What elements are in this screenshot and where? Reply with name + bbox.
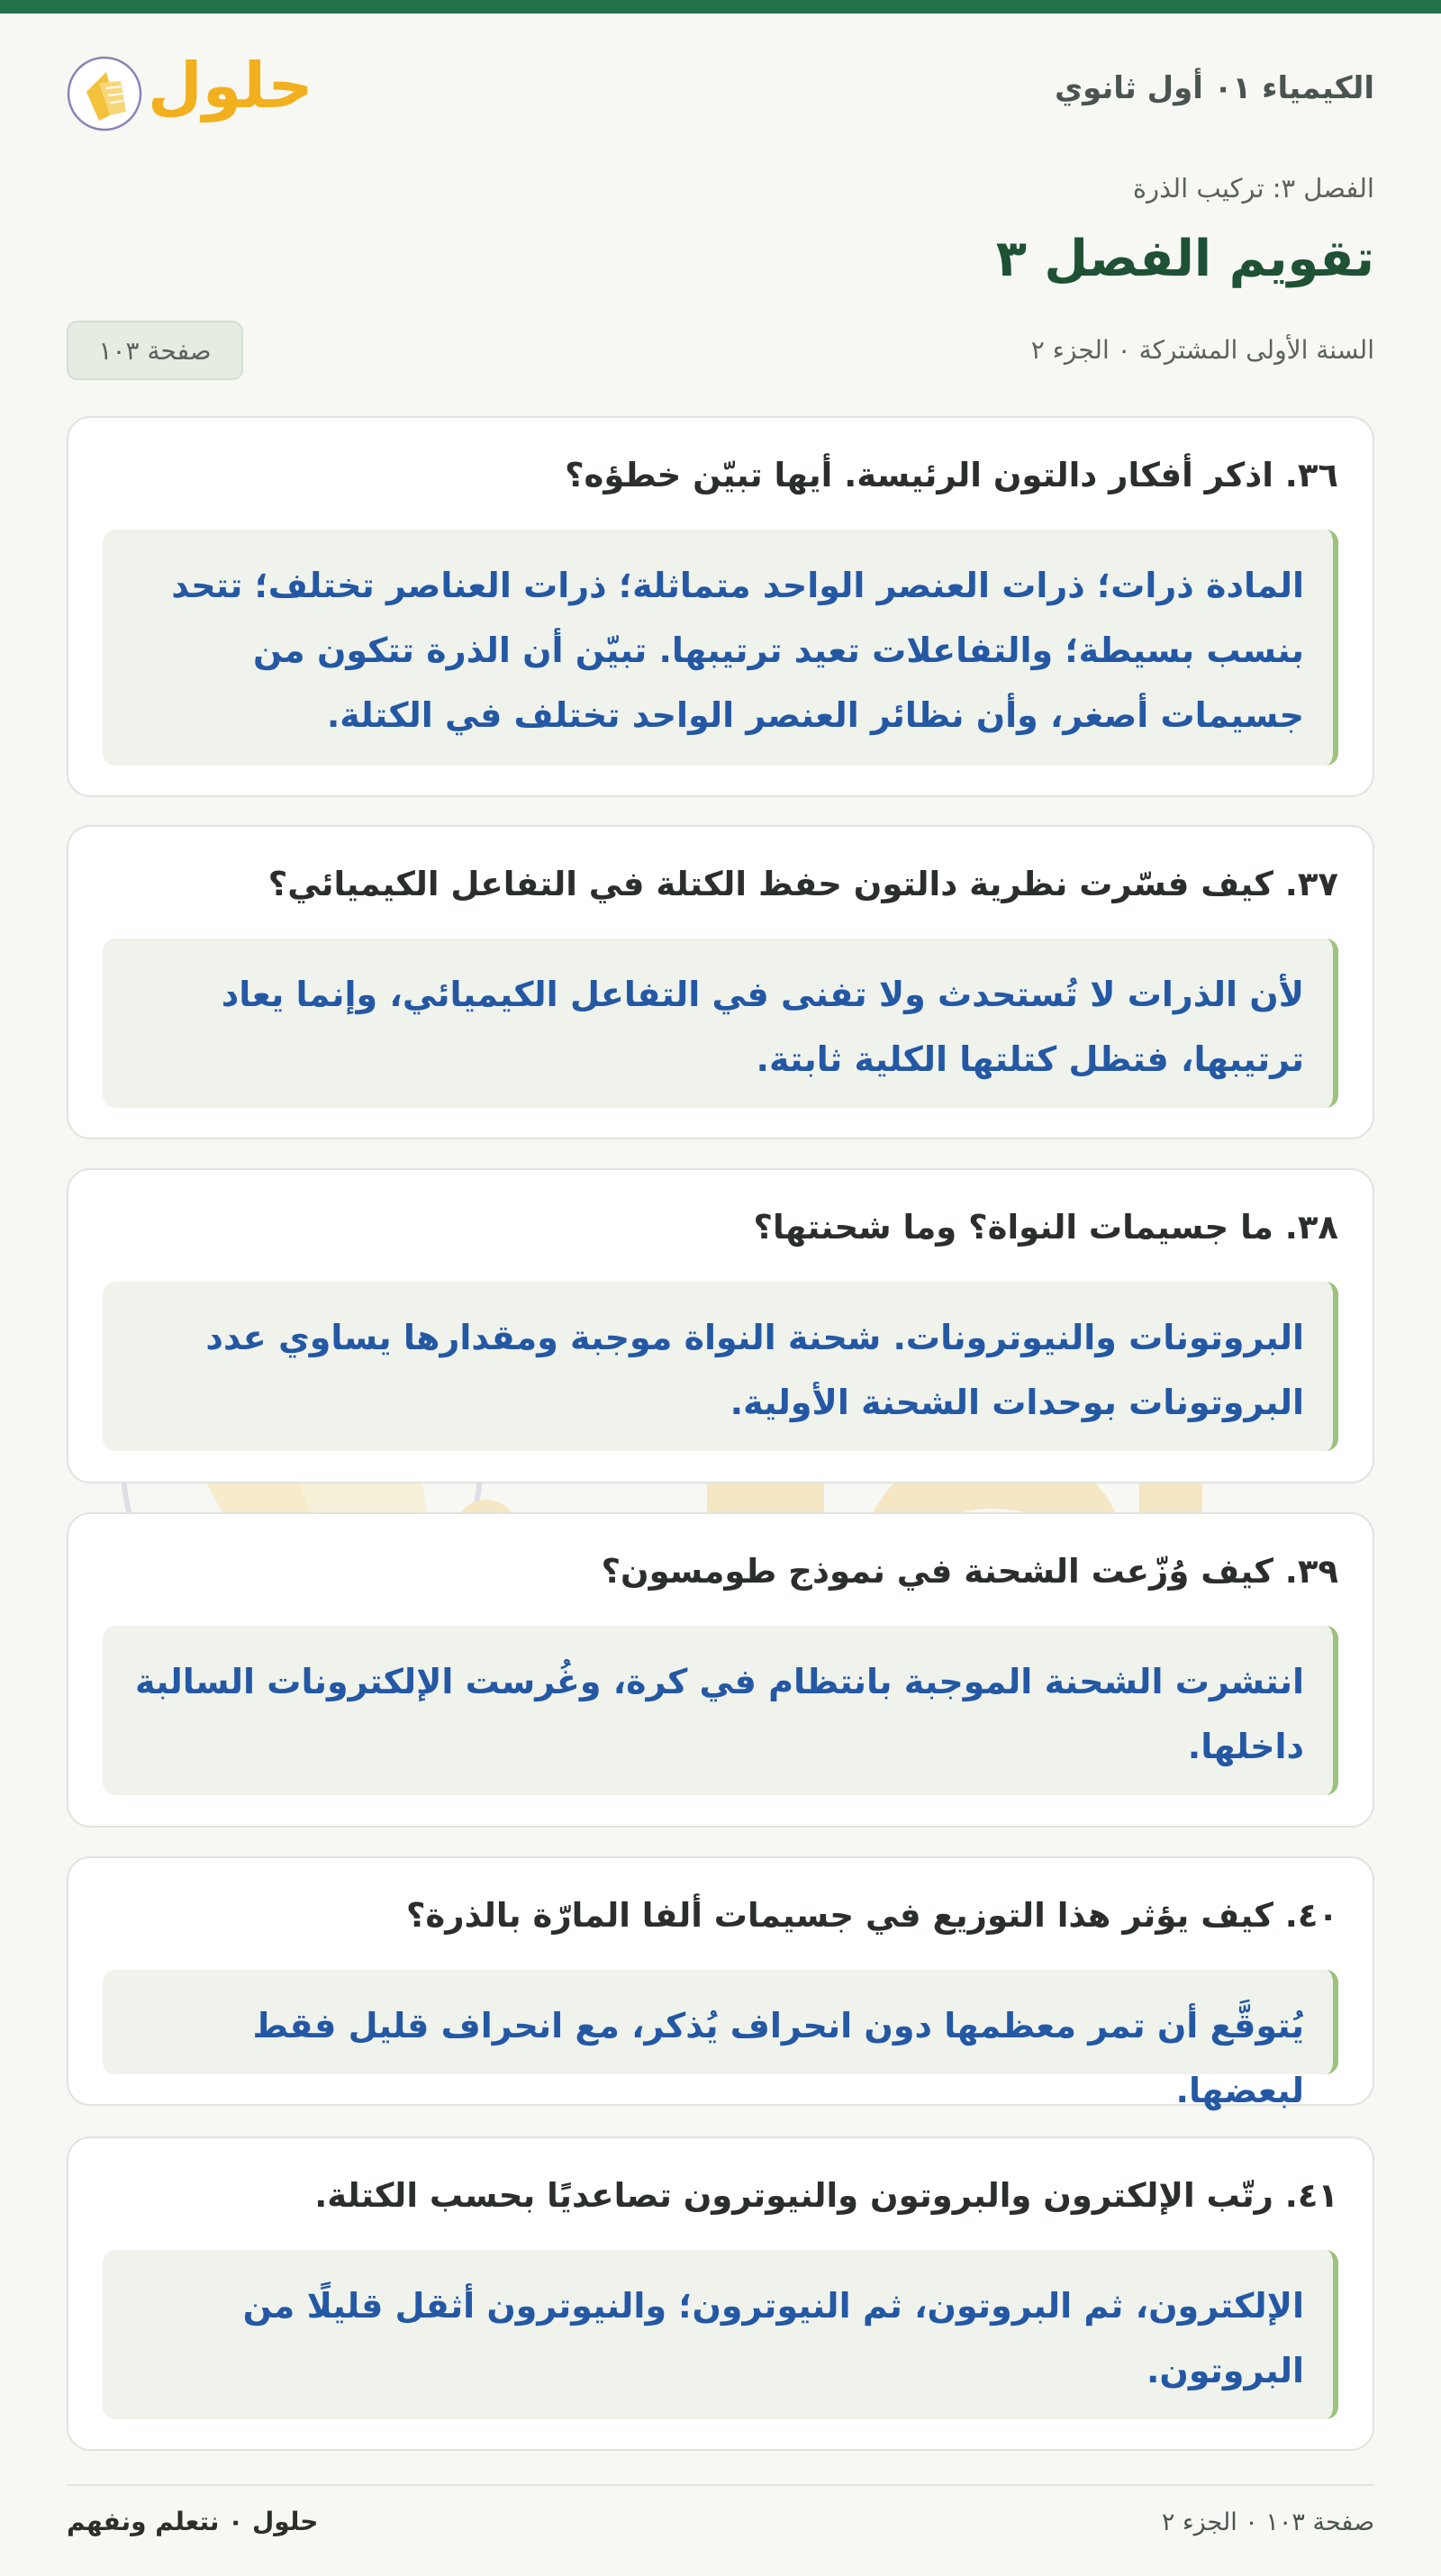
question-text: ٤١. رتّب الإلكترون والبروتون والنيوترون تصاعديًا بحسب الكتلة.: [314, 2176, 1338, 2215]
question-card: [67, 416, 1374, 797]
site-logo[interactable]: [67, 45, 313, 144]
answer-box: الإلكترون، ثم البروتون، ثم النيوترون؛ والنيوترون أثقل قليلًا من البروتون.: [103, 2250, 1338, 2419]
subject-title: الكيمياء ٠١ أول ثانوي: [1055, 70, 1374, 106]
question-text: ٤٠. كيف يؤثر هذا التوزيع في جسيمات ألفا المارّة بالذرة؟: [405, 1896, 1338, 1935]
answer-box: يُتوقَّع أن تمر معظمها دون انحراف يُذكر، مع انحراف قليل فقط لبعضها.: [103, 1970, 1338, 2074]
footer-page-info: صفحة ١٠٣ ٠ الجزء ٢: [1161, 2508, 1374, 2536]
logo-wordmark: حلول: [148, 49, 313, 122]
chapter-label: الفصل ٣: تركيب الذرة: [1132, 173, 1374, 204]
book-logo-icon: [67, 56, 148, 137]
question-card: [67, 1512, 1374, 1828]
question-card: [67, 1856, 1374, 2110]
question-text: ٣٨. ما جسيمات النواة؟ وما شحنتها؟: [753, 1208, 1338, 1247]
footer-brand[interactable]: حلول ٠ نتعلم ونفهم: [67, 2507, 319, 2536]
answer-box: البروتونات والنيوترونات. شحنة النواة موجبة ومقدارها يساوي عدد البروتونات بوحدات الشحنة الأولية.: [103, 1282, 1338, 1451]
question-card: [67, 825, 1374, 1139]
page-title: تقويم الفصل ٣: [995, 230, 1374, 288]
question-text: ٣٩. كيف وُزّعت الشحنة في نموذج طومسون؟: [601, 1552, 1338, 1591]
page-header: [67, 45, 1374, 153]
answer-box: انتشرت الشحنة الموجبة بانتظام في كرة، وغُرست الإلكترونات السالبة داخلها.: [103, 1626, 1338, 1795]
top-accent-bar: [0, 0, 1441, 14]
answer-box: المادة ذرات؛ ذرات العنصر الواحد متماثلة؛ ذرات العناصر تختلف؛ تتحد بنسب بسيطة؛ والتفاعلات تعيد ترتيبها. تبيّن أن الذرة تتكون من جسيمات أصغر، وأن نظائر العنصر الواحد تختلف في الكتلة.: [103, 530, 1338, 766]
footer-divider: [67, 2484, 1374, 2486]
page-number-badge: صفحة ١٠٣: [67, 321, 243, 380]
question-text: ٣٧. كيف فسّرت نظرية دالتون حفظ الكتلة في التفاعل الكيميائي؟: [267, 865, 1338, 903]
question-card: [67, 1168, 1374, 1483]
question-text: ٣٦. اذكر أفكار دالتون الرئيسة. أيها تبيّن خطؤه؟: [565, 456, 1338, 494]
answer-box: لأن الذرات لا تُستحدث ولا تفنى في التفاعل الكيميائي، وإنما يعاد ترتيبها، فتظل كتلتها الكلية ثابتة.: [103, 939, 1338, 1108]
question-card: [67, 2136, 1374, 2451]
course-meta: السنة الأولى المشتركة ٠ الجزء ٢: [1030, 335, 1374, 365]
